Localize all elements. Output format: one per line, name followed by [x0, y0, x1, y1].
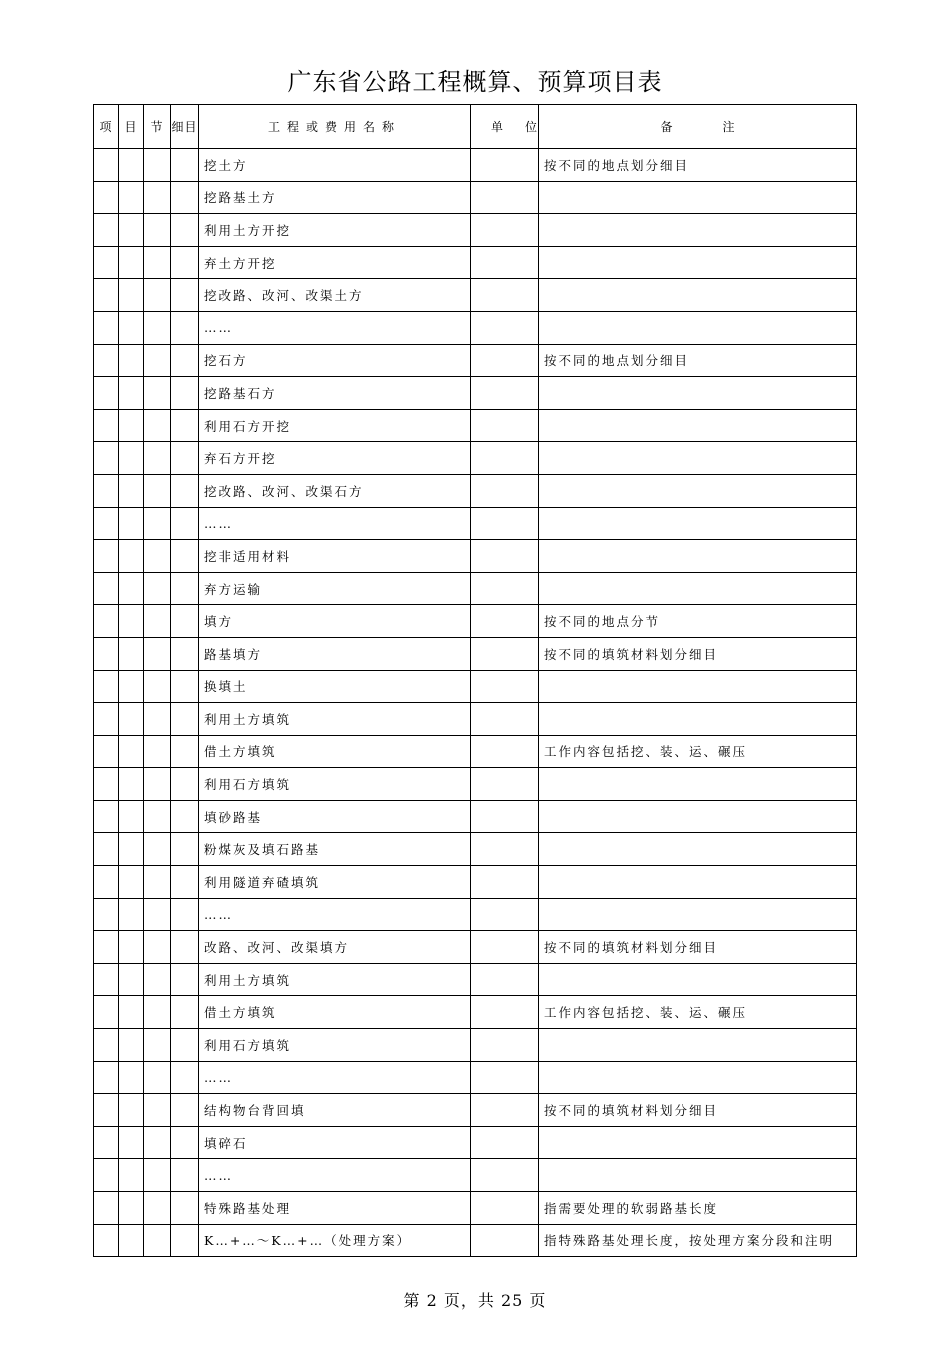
cell-note — [539, 474, 857, 507]
cell-ximu — [171, 507, 199, 540]
cell-name: …… — [199, 311, 471, 344]
table-row — [94, 833, 857, 866]
page-title: 广东省公路工程概算、预算项目表 — [287, 68, 663, 96]
cell-mu — [119, 768, 144, 801]
cell-ximu — [171, 605, 199, 638]
cell-mu — [119, 149, 144, 182]
cell-xiang — [94, 1126, 119, 1159]
cell-note: 指需要处理的软弱路基长度 — [539, 1192, 857, 1225]
cell-jie — [144, 931, 171, 964]
cell-jie — [144, 637, 171, 670]
cell-mu — [119, 442, 144, 475]
cell-ximu — [171, 246, 199, 279]
cell-jie — [144, 996, 171, 1029]
cell-name: …… — [199, 898, 471, 931]
cell-jie — [144, 279, 171, 312]
table-row — [94, 996, 857, 1029]
cell-unit — [471, 1126, 539, 1159]
cell-unit — [471, 474, 539, 507]
cell-xiang — [94, 703, 119, 736]
cell-note — [539, 768, 857, 801]
cell-name: 挖路基石方 — [199, 377, 471, 410]
cell-xiang — [94, 996, 119, 1029]
cell-xiang — [94, 833, 119, 866]
cell-ximu — [171, 279, 199, 312]
cell-jie — [144, 214, 171, 247]
cell-jie — [144, 703, 171, 736]
cell-unit — [471, 279, 539, 312]
header-note: 备注 — [539, 105, 857, 149]
cell-name: 利用土方填筑 — [199, 963, 471, 996]
table-row — [94, 1094, 857, 1127]
cell-mu — [119, 670, 144, 703]
cell-xiang — [94, 898, 119, 931]
cell-note: 按不同的地点划分细目 — [539, 344, 857, 377]
cell-mu — [119, 605, 144, 638]
table-row — [94, 1192, 857, 1225]
cell-unit — [471, 800, 539, 833]
cell-mu — [119, 474, 144, 507]
cell-ximu — [171, 800, 199, 833]
cell-jie — [144, 246, 171, 279]
cell-note — [539, 311, 857, 344]
table-row — [94, 214, 857, 247]
cell-name: 挖路基土方 — [199, 181, 471, 214]
cell-mu — [119, 540, 144, 573]
cell-ximu — [171, 670, 199, 703]
cell-unit — [471, 735, 539, 768]
cell-xiang — [94, 670, 119, 703]
cell-unit — [471, 768, 539, 801]
cell-mu — [119, 1224, 144, 1257]
cell-ximu — [171, 1094, 199, 1127]
cell-mu — [119, 1029, 144, 1062]
cell-xiang — [94, 963, 119, 996]
cell-note: 按不同的填筑材料划分细目 — [539, 637, 857, 670]
cell-name: 利用土方开挖 — [199, 214, 471, 247]
cell-jie — [144, 540, 171, 573]
cell-xiang — [94, 214, 119, 247]
cell-name: 利用土方填筑 — [199, 703, 471, 736]
cell-note — [539, 1126, 857, 1159]
table-row — [94, 149, 857, 182]
cell-name: 利用石方开挖 — [199, 409, 471, 442]
cell-name: 挖非适用材料 — [199, 540, 471, 573]
cell-jie — [144, 963, 171, 996]
cell-name: 弃石方开挖 — [199, 442, 471, 475]
cell-name: 换填土 — [199, 670, 471, 703]
cell-mu — [119, 1159, 144, 1192]
header-jie: 节 — [144, 105, 171, 149]
cell-unit — [471, 833, 539, 866]
cell-ximu — [171, 1159, 199, 1192]
table-row — [94, 637, 857, 670]
cell-mu — [119, 800, 144, 833]
cell-name: 借土方填筑 — [199, 996, 471, 1029]
cell-xiang — [94, 149, 119, 182]
cell-note — [539, 540, 857, 573]
table-row — [94, 670, 857, 703]
cell-unit — [471, 637, 539, 670]
cell-name: 挖改路、改河、改渠土方 — [199, 279, 471, 312]
cell-ximu — [171, 768, 199, 801]
cell-name: 挖改路、改河、改渠石方 — [199, 474, 471, 507]
cell-xiang — [94, 931, 119, 964]
cell-note — [539, 572, 857, 605]
cell-unit — [471, 963, 539, 996]
cell-xiang — [94, 246, 119, 279]
cell-ximu — [171, 344, 199, 377]
table-row — [94, 572, 857, 605]
cell-mu — [119, 637, 144, 670]
cell-ximu — [171, 311, 199, 344]
cell-xiang — [94, 605, 119, 638]
cell-jie — [144, 344, 171, 377]
page-footer: 第 2 页，共 25 页 — [403, 1291, 547, 1310]
cell-ximu — [171, 181, 199, 214]
cell-xiang — [94, 866, 119, 899]
cell-jie — [144, 1126, 171, 1159]
cell-name: 弃土方开挖 — [199, 246, 471, 279]
table-row — [94, 605, 857, 638]
cell-unit — [471, 1061, 539, 1094]
cell-note: 按不同的地点划分细目 — [539, 149, 857, 182]
cell-xiang — [94, 409, 119, 442]
table-row — [94, 800, 857, 833]
cell-name: 填方 — [199, 605, 471, 638]
cell-unit — [471, 1159, 539, 1192]
cell-name: 借土方填筑 — [199, 735, 471, 768]
cell-mu — [119, 866, 144, 899]
table-row — [94, 279, 857, 312]
cell-xiang — [94, 1192, 119, 1225]
cell-ximu — [171, 931, 199, 964]
table-row — [94, 246, 857, 279]
cell-unit — [471, 572, 539, 605]
cell-note — [539, 866, 857, 899]
cell-name: …… — [199, 1061, 471, 1094]
cell-note — [539, 963, 857, 996]
table-row — [94, 442, 857, 475]
cell-note: 按不同的填筑材料划分细目 — [539, 931, 857, 964]
cell-xiang — [94, 344, 119, 377]
cell-mu — [119, 246, 144, 279]
cell-jie — [144, 311, 171, 344]
cell-name: 结构物台背回填 — [199, 1094, 471, 1127]
table-row — [94, 898, 857, 931]
table-row — [94, 507, 857, 540]
cell-ximu — [171, 996, 199, 1029]
cell-note — [539, 409, 857, 442]
cell-mu — [119, 214, 144, 247]
cell-ximu — [171, 703, 199, 736]
cell-ximu — [171, 735, 199, 768]
cell-jie — [144, 377, 171, 410]
cell-note — [539, 442, 857, 475]
cell-ximu — [171, 540, 199, 573]
cell-mu — [119, 507, 144, 540]
table-row — [94, 931, 857, 964]
cell-jie — [144, 474, 171, 507]
cell-note — [539, 1159, 857, 1192]
cell-mu — [119, 833, 144, 866]
cell-ximu — [171, 442, 199, 475]
cell-name: 利用隧道弃碴填筑 — [199, 866, 471, 899]
cell-jie — [144, 572, 171, 605]
table-row — [94, 735, 857, 768]
cell-mu — [119, 996, 144, 1029]
cell-mu — [119, 703, 144, 736]
table-row — [94, 1061, 857, 1094]
table-row — [94, 344, 857, 377]
cell-name: 粉煤灰及填石路基 — [199, 833, 471, 866]
cell-note — [539, 246, 857, 279]
cell-note: 工作内容包括挖、装、运、碾压 — [539, 996, 857, 1029]
cell-mu — [119, 931, 144, 964]
cell-ximu — [171, 214, 199, 247]
cell-ximu — [171, 637, 199, 670]
table-row — [94, 703, 857, 736]
table-row — [94, 409, 857, 442]
table-row — [94, 1029, 857, 1062]
cell-unit — [471, 1029, 539, 1062]
table-row — [94, 474, 857, 507]
table-row — [94, 963, 857, 996]
cell-name: 路基填方 — [199, 637, 471, 670]
cell-name: 填碎石 — [199, 1126, 471, 1159]
cell-ximu — [171, 1192, 199, 1225]
cell-note — [539, 670, 857, 703]
header-unit: 单位 — [471, 105, 539, 149]
cell-unit — [471, 442, 539, 475]
header-xiang: 项 — [94, 105, 119, 149]
cell-xiang — [94, 1159, 119, 1192]
cell-mu — [119, 311, 144, 344]
cell-unit — [471, 409, 539, 442]
cell-mu — [119, 1061, 144, 1094]
cell-jie — [144, 442, 171, 475]
cell-unit — [471, 181, 539, 214]
cell-mu — [119, 181, 144, 214]
table-row — [94, 1159, 857, 1192]
cell-jie — [144, 1094, 171, 1127]
cell-note — [539, 214, 857, 247]
cell-mu — [119, 735, 144, 768]
cell-note: 按不同的地点分节 — [539, 605, 857, 638]
table-row — [94, 1126, 857, 1159]
cell-xiang — [94, 279, 119, 312]
cell-xiang — [94, 768, 119, 801]
cell-ximu — [171, 1224, 199, 1257]
header-name: 工程或费用名称 — [199, 105, 471, 149]
cell-unit — [471, 1224, 539, 1257]
cell-mu — [119, 1094, 144, 1127]
cell-note — [539, 800, 857, 833]
cell-unit — [471, 931, 539, 964]
cell-unit — [471, 996, 539, 1029]
cell-unit — [471, 703, 539, 736]
cell-jie — [144, 800, 171, 833]
cell-ximu — [171, 898, 199, 931]
cell-jie — [144, 670, 171, 703]
cell-xiang — [94, 1224, 119, 1257]
table-row — [94, 866, 857, 899]
cell-ximu — [171, 1061, 199, 1094]
cell-unit — [471, 605, 539, 638]
cell-unit — [471, 670, 539, 703]
cell-name: 利用石方填筑 — [199, 1029, 471, 1062]
cell-ximu — [171, 833, 199, 866]
cell-mu — [119, 279, 144, 312]
cell-xiang — [94, 507, 119, 540]
cell-xiang — [94, 800, 119, 833]
cell-unit — [471, 344, 539, 377]
cell-name: K…+…～K…+…（处理方案） — [199, 1224, 471, 1257]
cell-mu — [119, 572, 144, 605]
cell-mu — [119, 409, 144, 442]
cell-note — [539, 181, 857, 214]
cell-xiang — [94, 735, 119, 768]
header-row — [94, 105, 857, 149]
cell-unit — [471, 1094, 539, 1127]
cell-name: 特殊路基处理 — [199, 1192, 471, 1225]
cell-unit — [471, 377, 539, 410]
cell-unit — [471, 214, 539, 247]
cell-ximu — [171, 474, 199, 507]
cell-jie — [144, 1061, 171, 1094]
cell-jie — [144, 1029, 171, 1062]
cell-xiang — [94, 442, 119, 475]
cell-mu — [119, 344, 144, 377]
header-mu: 目 — [119, 105, 144, 149]
cell-jie — [144, 409, 171, 442]
cell-note — [539, 898, 857, 931]
cell-name: 弃方运输 — [199, 572, 471, 605]
cell-jie — [144, 735, 171, 768]
cell-ximu — [171, 866, 199, 899]
cell-note: 工作内容包括挖、装、运、碾压 — [539, 735, 857, 768]
cell-mu — [119, 377, 144, 410]
cell-jie — [144, 605, 171, 638]
project-table — [93, 104, 857, 1257]
cell-name: 挖土方 — [199, 149, 471, 182]
cell-xiang — [94, 1029, 119, 1062]
table-row — [94, 540, 857, 573]
cell-name: 利用石方填筑 — [199, 768, 471, 801]
cell-xiang — [94, 572, 119, 605]
cell-xiang — [94, 181, 119, 214]
cell-xiang — [94, 1061, 119, 1094]
cell-mu — [119, 1126, 144, 1159]
cell-unit — [471, 311, 539, 344]
cell-ximu — [171, 963, 199, 996]
cell-note: 按不同的填筑材料划分细目 — [539, 1094, 857, 1127]
cell-xiang — [94, 637, 119, 670]
cell-jie — [144, 149, 171, 182]
table-row — [94, 768, 857, 801]
cell-unit — [471, 866, 539, 899]
cell-ximu — [171, 409, 199, 442]
cell-jie — [144, 833, 171, 866]
cell-jie — [144, 1192, 171, 1225]
cell-unit — [471, 149, 539, 182]
cell-ximu — [171, 377, 199, 410]
table-row — [94, 181, 857, 214]
cell-jie — [144, 507, 171, 540]
cell-mu — [119, 963, 144, 996]
cell-xiang — [94, 311, 119, 344]
cell-unit — [471, 898, 539, 931]
cell-name: …… — [199, 507, 471, 540]
cell-note — [539, 279, 857, 312]
cell-unit — [471, 507, 539, 540]
table-row — [94, 377, 857, 410]
cell-note — [539, 703, 857, 736]
header-ximu: 细目 — [171, 105, 199, 149]
cell-name: 改路、改河、改渠填方 — [199, 931, 471, 964]
cell-note — [539, 833, 857, 866]
cell-xiang — [94, 540, 119, 573]
cell-ximu — [171, 1126, 199, 1159]
cell-ximu — [171, 572, 199, 605]
cell-jie — [144, 1224, 171, 1257]
table-body — [94, 149, 857, 1257]
cell-jie — [144, 1159, 171, 1192]
cell-unit — [471, 246, 539, 279]
cell-jie — [144, 768, 171, 801]
cell-mu — [119, 898, 144, 931]
cell-jie — [144, 866, 171, 899]
cell-xiang — [94, 474, 119, 507]
cell-note: 指特殊路基处理长度，按处理方案分段和注明 — [539, 1224, 857, 1257]
cell-jie — [144, 181, 171, 214]
cell-note — [539, 1061, 857, 1094]
cell-name: 挖石方 — [199, 344, 471, 377]
cell-unit — [471, 540, 539, 573]
cell-xiang — [94, 1094, 119, 1127]
table-row — [94, 311, 857, 344]
cell-note — [539, 377, 857, 410]
cell-ximu — [171, 1029, 199, 1062]
cell-ximu — [171, 149, 199, 182]
cell-unit — [471, 1192, 539, 1225]
cell-mu — [119, 1192, 144, 1225]
cell-name: …… — [199, 1159, 471, 1192]
cell-note — [539, 1029, 857, 1062]
cell-xiang — [94, 377, 119, 410]
cell-name: 填砂路基 — [199, 800, 471, 833]
cell-jie — [144, 898, 171, 931]
table-row — [94, 1224, 857, 1257]
cell-note — [539, 507, 857, 540]
